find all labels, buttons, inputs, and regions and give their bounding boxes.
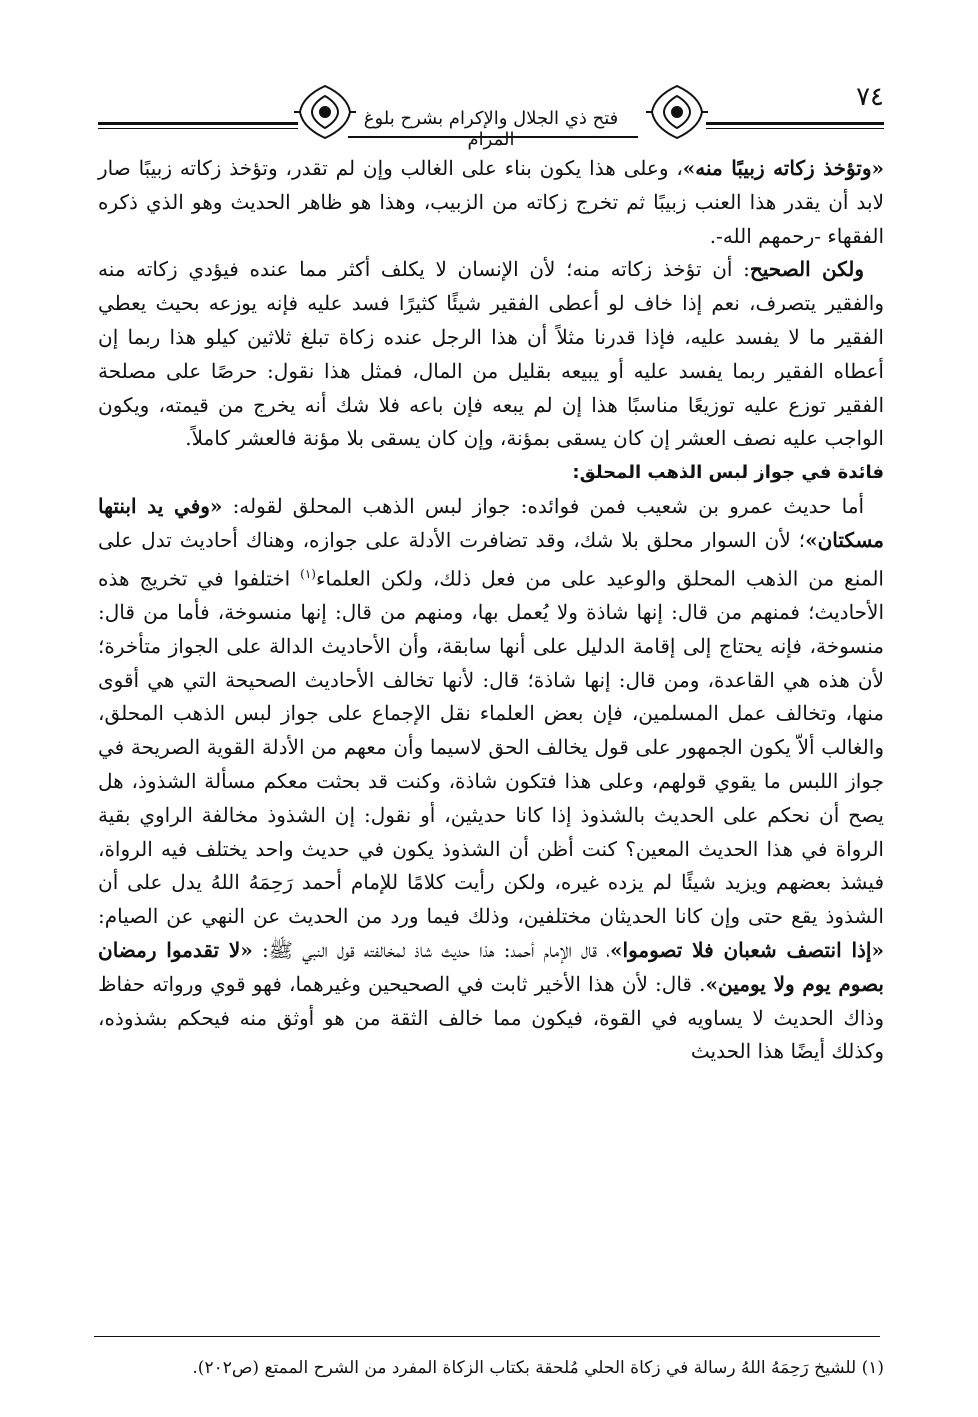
left-ornament-icon bbox=[294, 82, 356, 142]
header-rule-right-thin bbox=[706, 128, 884, 129]
footnote-marker: (١) bbox=[300, 566, 316, 581]
page-number: ٧٤ bbox=[856, 82, 884, 112]
paragraph-3 bbox=[98, 490, 884, 1069]
paragraph-1 bbox=[98, 152, 884, 253]
right-ornament-icon bbox=[646, 82, 708, 142]
hadith-quote: «لا تقدموا رمضان بصوم يوم ولا يومين» bbox=[98, 937, 884, 996]
header-rule-left-thin bbox=[98, 128, 298, 129]
paragraph-lead: ولكن الصحيح bbox=[749, 257, 864, 282]
header-rule-right bbox=[706, 122, 884, 125]
main-text bbox=[98, 152, 884, 1069]
paragraph-text: أما حديث عمرو بن شعيب فمن فوائده: جواز لبس الذهب المحلق لقوله: bbox=[222, 493, 864, 518]
paragraph-text: : أن تؤخذ زكاته منه؛ لأن الإنسان لا يكلف أكثر مما عنده فيؤدي زكاته منه والفقير يتصرف، نعم إذا خاف لو أعطى الفقير شيئًا كثيرًا فسد عليه فإنه يوزعه بحيث يعطي الفقير ما لا يفسد عليه، فإذا قدرنا مثلاً أن هذا الرجل عنده زكاة تبلغ ثلاثين كيلو هذا ربما إن أعطاه الفقير ربما يفسد عليه أو يبيعه بقليل من المال، فمثل هذا نقول: حرصًا على مصلحة الفقير توزع عليه توزيعًا مناسبًا هذا إن لم يبعه فإن باعه فلا شك أنه يخرج من قيمته، ويكون الواجب عليه نصف العشر إن كان يسقى بمؤنة، وإن كان يسقى بلا مؤنة فالعشر كاملاً. bbox=[98, 257, 885, 451]
paragraph-text: . قال: لأن هذا الأخير ثابت في الصحيحين وغيرهما، فهو قوي ورواته حفاظ وذاك الحديث لا يساويه في القوة، فيكون مما خالف الثقة من هو أوثق منه فيحكم بشذوذه، وكذلك أيضًا هذا الحديث bbox=[98, 971, 885, 1064]
paragraph-text: ؛ لأن السوار محلق بلا شك، وقد تضافرت الأدلة على جوازه، وهناك أحاديث تدل على المنع من الذهب المحلق والوعيد على من فعل ذلك، ولكن العلماء bbox=[98, 527, 884, 591]
footnote-divider bbox=[94, 1336, 880, 1337]
hadith-quote: «وفي يد ابنتها مسكتان» bbox=[98, 493, 884, 552]
header-rule-left bbox=[98, 122, 298, 125]
book-title: فتح ذي الجلال والإكرام بشرح بلوغ المرام bbox=[363, 108, 619, 150]
hadith-quote: «وتؤخذ زكاته زبيبًا منه» bbox=[682, 156, 885, 180]
paragraph-text: ، وعلى هذا يكون بناء على الغالب وإن لم تقدر، وتؤخذ زكاته زبيبًا صار لابد أن يقدر هذا العنب زبيبًا ثم تخرج زكاته من الزبيب، وهذا هو ظاهر الحديث وهو الذي ذكره الفقهاء -رحمهم الله-. bbox=[98, 156, 884, 248]
paragraph-text: ، قال الإمام أحمد: هذا حديث شاذ لمخالفته قول النبي ﷺ: bbox=[252, 937, 611, 962]
hadith-quote: «إذا انتصف شعبان فلا تصوموا» bbox=[610, 937, 884, 962]
paragraph-text: اختلفوا في تخريج هذه الأحاديث؛ فمنهم من قال: إنها شاذة ولا يُعمل بها، ومنهم من قال: إنها منسوخة، فأما من قال: منسوخة، فإنه يحتاج إلى إقامة الدليل على أنها سابقة، وأن الأحاديث الدالة على الجواز متأخرة؛ لأن هذه هي القاعدة، ومن قال: إنها شاذة؛ قال: لأنها تخالف الأحاديث الصحيحة التي هي أقوى منها، وتخالف عمل المسلمين، فإن بعض العلماء نقل الإجماع على جواز لبس الذهب المحلق، والغالب ألاّ يكون الجمهور على قول يخالف الحق لاسيما وأن معهم من الأدلة القوية الصريحة في جواز اللبس ما يقوي قولهم، وعلى هذا فتكون شاذة، وكنت قد بحثت معكم مسألة الشذوذ، هل يصح أن نحكم على الحديث بالشذوذ إذا كانا حديثين، أو نقول: إن الشذوذ مخالفة الراوي بقية الرواة في هذا الحديث المعين؟ كنت أظن أن الشذوذ يكون في حديث واحد يختلف فيه الرواة، فيشذ بعضهم ويزيد شيئًا لم يزده غيره، ولكن رأيت كلامًا للإمام أحمد رَحِمَهُ اللهُ يدل على أن الشذوذ يقع حتى وإن كانا الحديثان مختلفين، وذلك فيما ورد من الحديث عن النهي عن الصيام: bbox=[98, 566, 884, 929]
section-title: فائدة في جواز لبس الذهب المحلق: bbox=[572, 462, 884, 484]
page-header bbox=[98, 76, 884, 150]
paragraph-2 bbox=[98, 253, 884, 456]
footnote: (١) للشيخ رَحِمَهُ اللهُ رسالة في زكاة الحلي مُلحقة بكتاب الزكاة المفرد من الشرح الممتع (ص٢٠٢). bbox=[192, 1358, 884, 1378]
